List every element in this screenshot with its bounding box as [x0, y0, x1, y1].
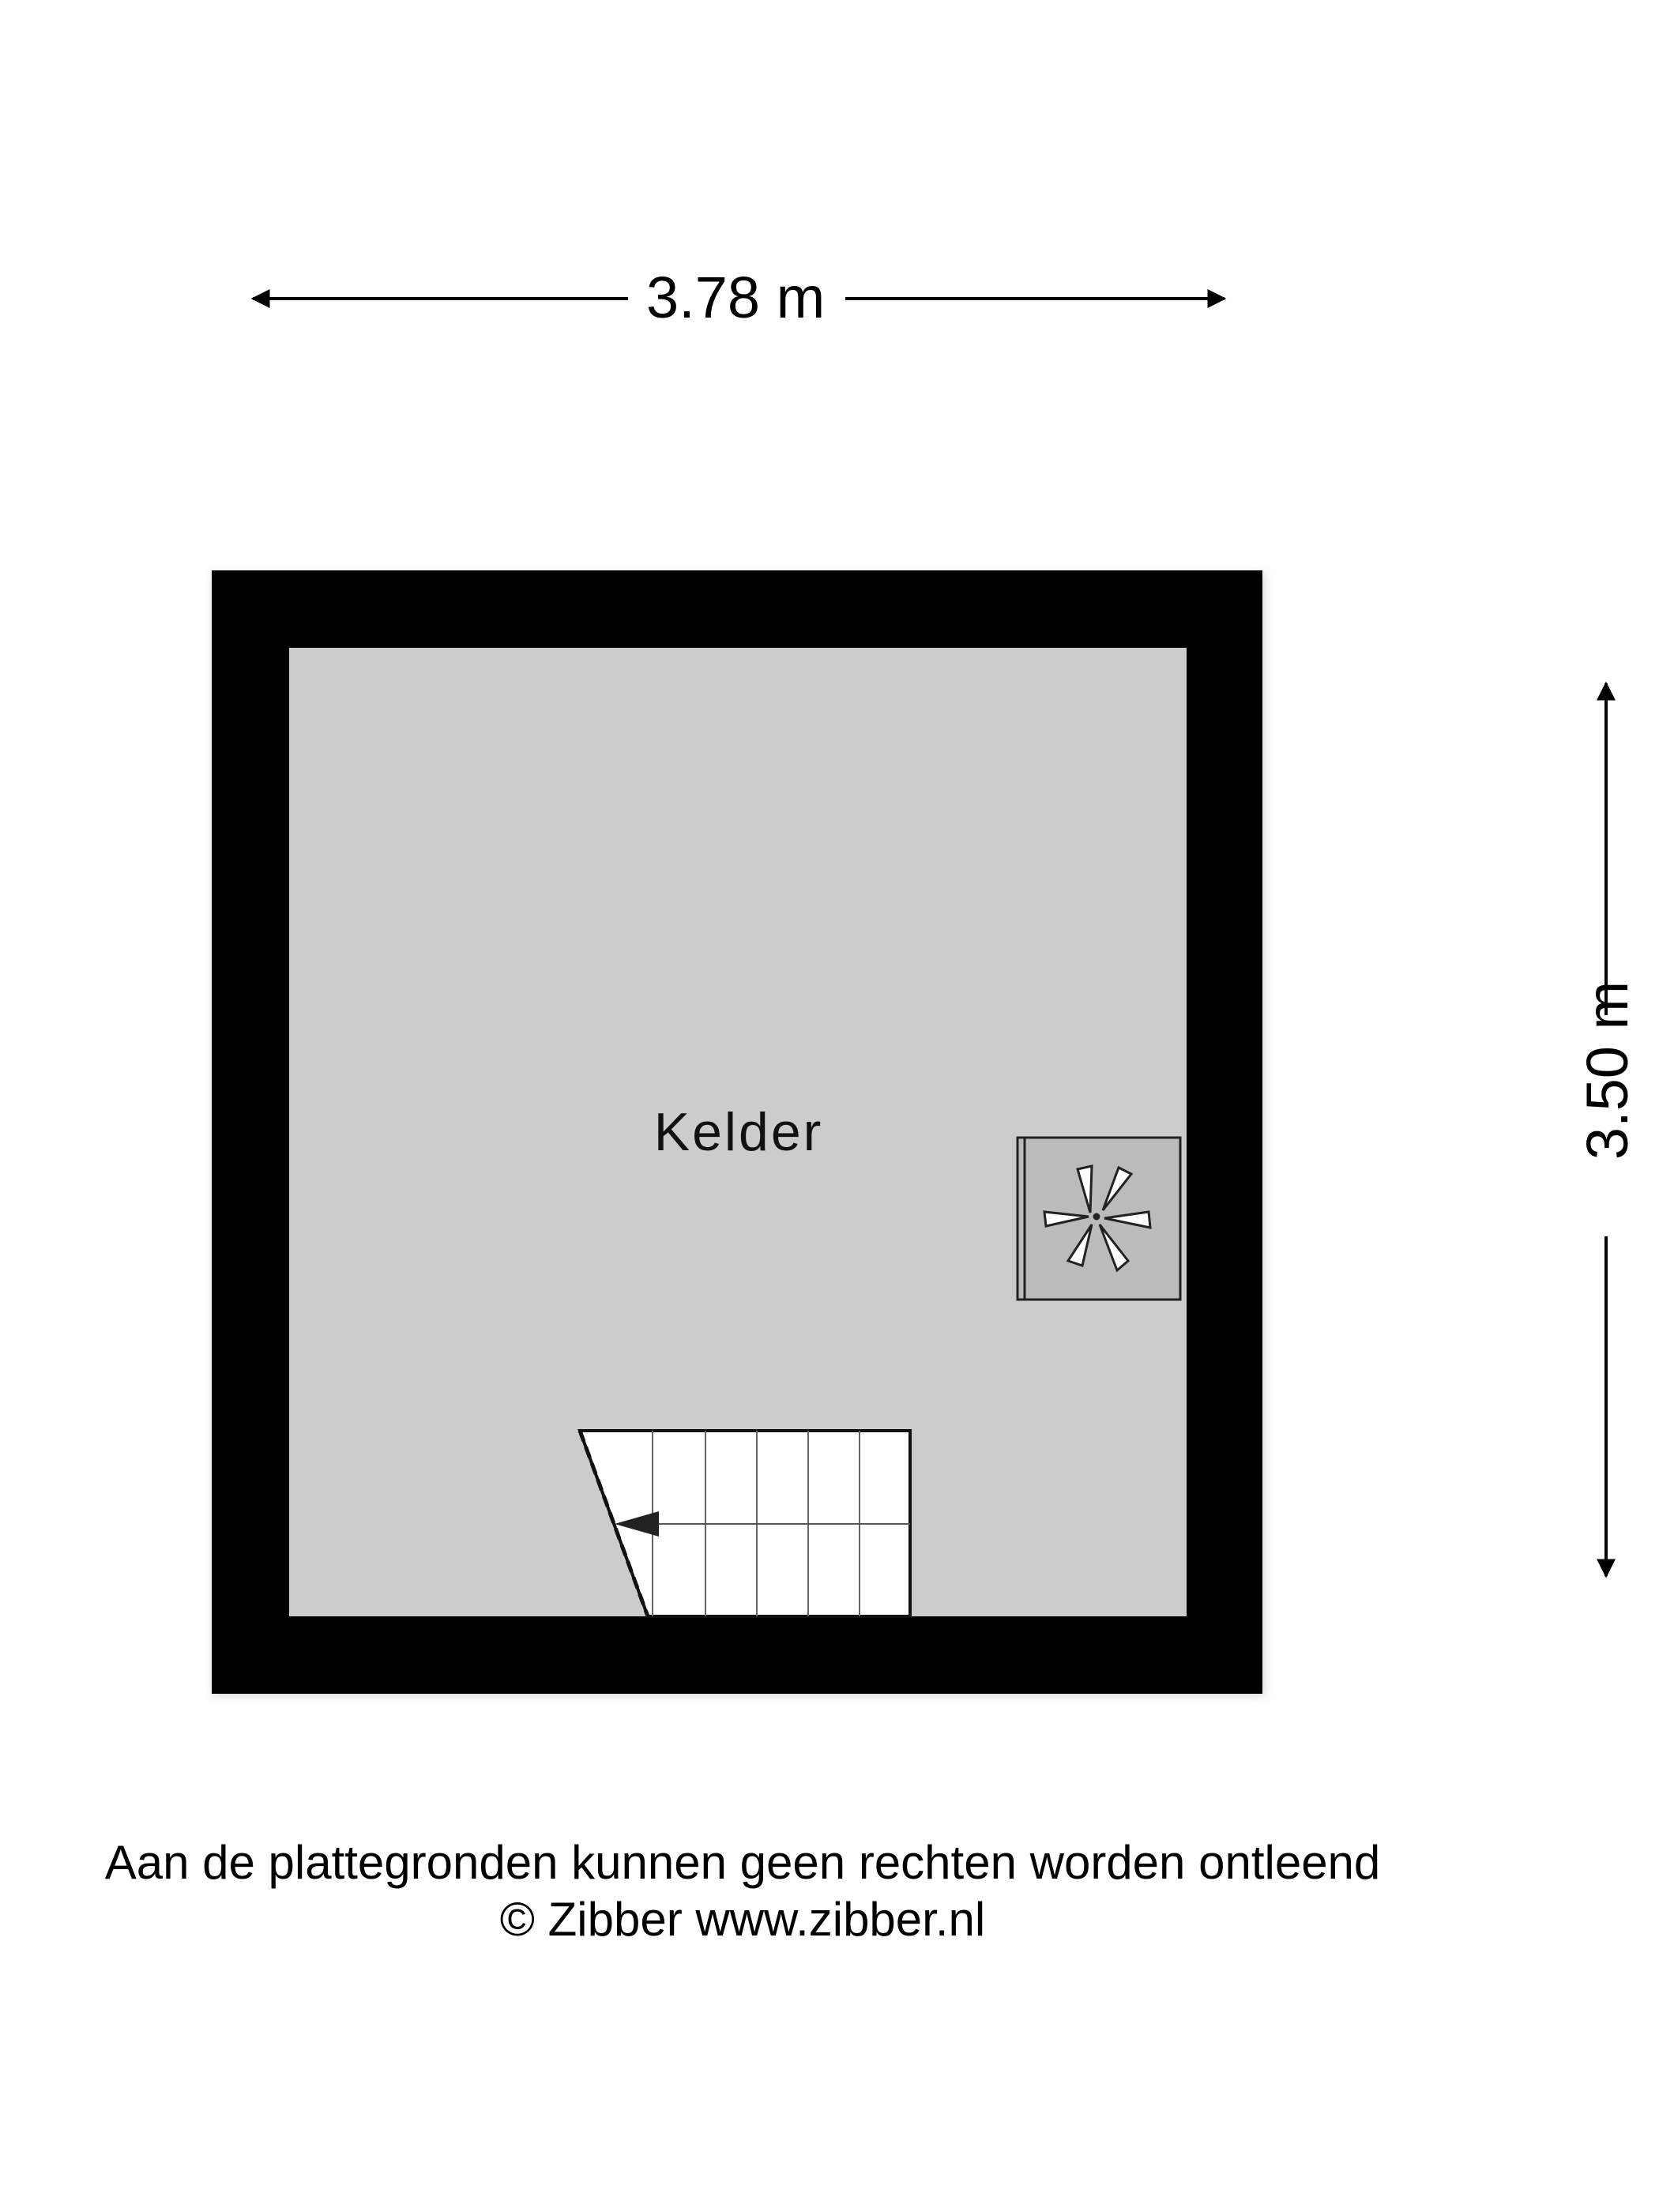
room-label-kelder: Kelder: [653, 1102, 824, 1162]
width-dimension-label: 3.78 m: [646, 265, 826, 330]
fan-boiler-icon: [1018, 1138, 1180, 1300]
height-dimension-label: 3.50 m: [1574, 980, 1640, 1161]
footer-disclaimer: Aan de plattegronden kunnen geen rechten worden ontleend: [104, 1836, 1381, 1889]
footer-copyright: © Zibber www.zibber.nl: [499, 1893, 986, 1946]
